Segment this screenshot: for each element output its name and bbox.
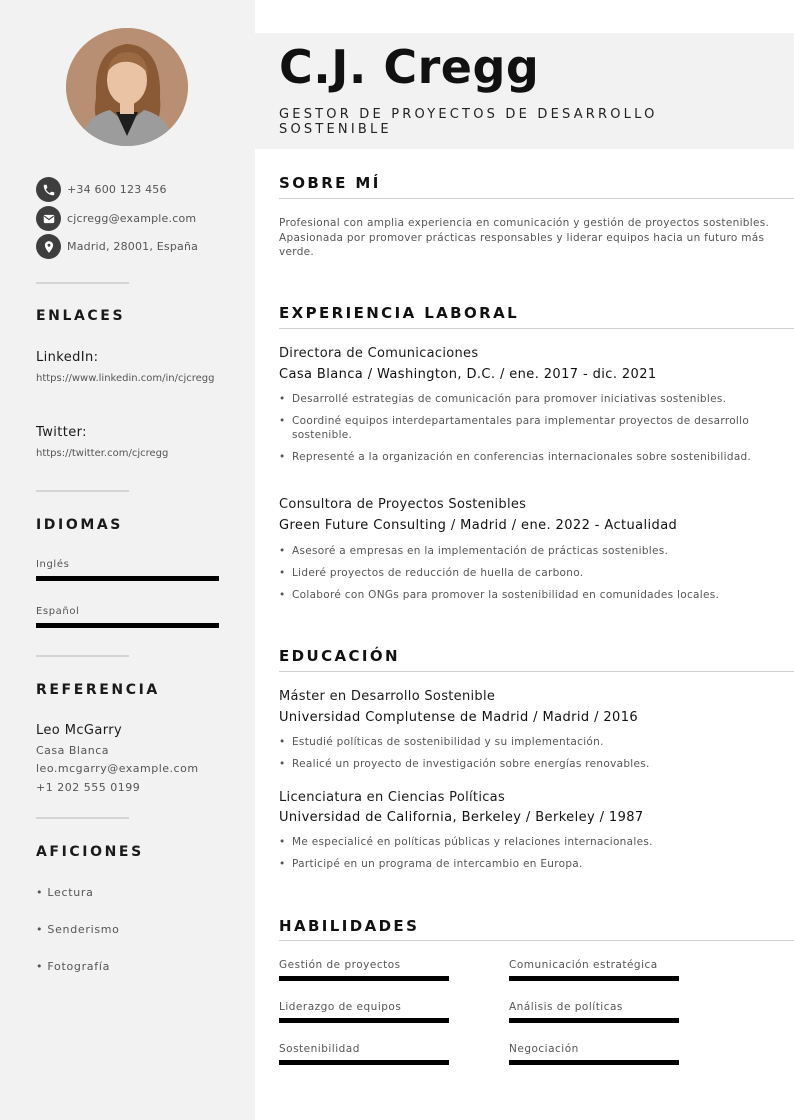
education-detail: Universidad de California, Berkeley / Berkeley / 1987 [279,810,644,825]
reference-phone: +1 202 555 0199 [36,781,141,794]
hobbies-title: AFICIONES [36,844,144,860]
skill-level-bar [279,1060,449,1065]
skill-name: Análisis de políticas [509,1001,623,1013]
job-role: Consultora de Proyectos Sostenibles [279,497,527,512]
education-degree: Licenciatura en Ciencias Políticas [279,790,506,805]
skill-level-bar [279,1018,449,1023]
job-detail: Green Future Consulting / Madrid / ene. 2022 - Actualidad [279,518,678,533]
profile-photo [66,28,188,146]
envelope-icon [36,206,61,231]
education-degree: Máster en Desarrollo Sostenible [279,689,496,704]
job-bullet: • Colaboré con ONGs para promover la sostenibilidad en comunidades locales. [279,588,784,602]
section-rule [279,328,794,329]
section-rule [279,940,794,941]
job-detail: Casa Blanca / Washington, D.C. / ene. 2017 - dic. 2021 [279,367,657,382]
job-bullet: • Lideré proyectos de reducción de huella de carbono. [279,566,784,580]
education-title: EDUCACIÓN [279,647,400,665]
contact-email [36,206,196,231]
section-rule [279,671,794,672]
job-role: Directora de Comunicaciones [279,346,479,361]
linkedin-label: LinkedIn: [36,350,99,365]
job-bullet: • Asesoré a empresas en la implementación de prácticas sostenibles. [279,544,784,558]
twitter-link[interactable]: https://twitter.com/cjcregg [36,448,169,459]
map-pin-icon [36,234,61,259]
skill-name: Gestión de proyectos [279,959,401,971]
education-bullet: • Participé en un programa de intercambio en Europa. [279,857,784,871]
language-level-bar [36,576,219,581]
hobby-item: • Fotografía [36,960,111,973]
hobby-item: • Senderismo [36,923,120,936]
education-detail: Universidad Complutense de Madrid / Madrid / 2016 [279,710,639,725]
hobby-label: Lectura [47,886,94,899]
linkedin-link[interactable]: https://www.linkedin.com/in/cjcregg [36,373,215,384]
skill-name: Liderazgo de equipos [279,1001,402,1013]
about-title: SOBRE MÍ [279,174,381,192]
reference-company: Casa Blanca [36,744,109,757]
section-rule [279,198,794,199]
language-name: Español [36,606,80,617]
reference-title: REFERENCIA [36,682,160,698]
person-name: C.J. Cregg [279,40,540,94]
hobby-label: Senderismo [47,923,120,936]
divider [36,490,129,492]
phone-text: +34 600 123 456 [67,183,167,196]
education-bullet: • Estudié políticas de sostenibilidad y su implementación. [279,735,784,749]
job-bullet: • Coordiné equipos interdepartamentales para implementar proyectos de desarrollo sostenible. [279,414,784,442]
contact-phone [36,177,167,202]
skill-level-bar [509,976,679,981]
experience-title: EXPERIENCIA LABORAL [279,304,520,322]
contact-location [36,234,198,259]
skill-level-bar [279,976,449,981]
reference-name: Leo McGarry [36,723,123,738]
language-level-bar [36,623,219,628]
language-name: Inglés [36,559,70,570]
hobby-item: • Lectura [36,886,94,899]
skill-level-bar [509,1060,679,1065]
skill-name: Sostenibilidad [279,1043,360,1055]
twitter-label: Twitter: [36,425,87,440]
skill-name: Comunicación estratégica [509,959,658,971]
reference-email: leo.mcgarry@example.com [36,762,199,775]
about-text: Profesional con amplia experiencia en comunicación y gestión de proyectos sostenibles. Apasionada por promover prácticas responsables y liderar equipos hacia un futuro más verde. [279,217,770,258]
skill-level-bar [509,1018,679,1023]
divider [36,282,129,284]
location-text: Madrid, 28001, España [67,240,199,253]
education-bullet: • Me especialicé en políticas públicas y relaciones internacionales. [279,835,784,849]
job-title: GESTOR DE PROYECTOS DE DESARROLLO SOSTENIBLE [279,107,658,137]
job-bullet: • Desarrollé estrategias de comunicación para promover iniciativas sostenibles. [279,392,784,406]
divider [36,817,129,819]
job-bullet: • Representé a la organización en conferencias internacionales sobre sostenibilidad. [279,450,784,464]
links-title: ENLACES [36,308,126,324]
languages-title: IDIOMAS [36,517,123,533]
skill-name: Negociación [509,1043,579,1055]
education-bullet: • Realicé un proyecto de investigación sobre energías renovables. [279,757,784,771]
hobby-label: Fotografía [47,960,111,973]
email-text: cjcregg@example.com [67,212,197,225]
skills-title: HABILIDADES [279,917,420,935]
phone-icon [36,177,61,202]
divider [36,655,129,657]
